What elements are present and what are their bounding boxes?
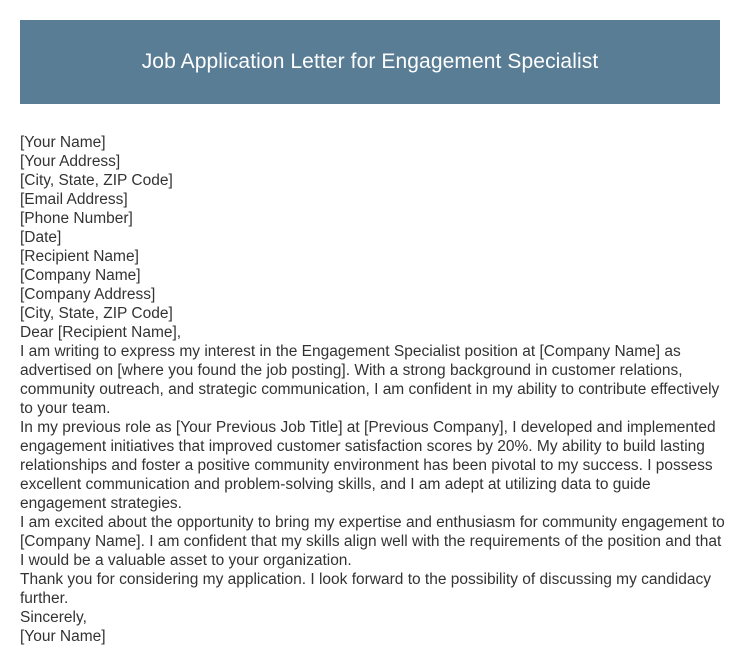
sender-address: [Your Address] xyxy=(20,153,121,170)
letter-date: [Date] xyxy=(20,229,62,246)
letter-body xyxy=(20,133,725,646)
paragraph-enthusiasm: I am excited about the opportunity to bring my expertise and enthusiasm for community engagement to [Company Name]. I am confident that my skills align well with the requirements of the position and that I would be a valuable asset to your organization. xyxy=(20,514,725,569)
sender-phone: [Phone Number] xyxy=(20,210,133,227)
sender-city-state-zip: [City, State, ZIP Code] xyxy=(20,172,173,189)
sender-name: [Your Name] xyxy=(20,134,106,151)
salutation: Dear [Recipient Name], xyxy=(20,324,182,341)
signature: [Your Name] xyxy=(20,628,106,645)
paragraph-thanks: Thank you for considering my application. I look forward to the possibility of discussing my candidacy further. xyxy=(20,571,711,607)
recipient-name: [Recipient Name] xyxy=(20,248,139,265)
paragraph-intro: I am writing to express my interest in the Engagement Specialist position at [Company Name] as advertised on [where you found the job posting]. With a strong background in customer relations, community outreach, and strategic communication, I am confident in my ability to contribute effectively to your team. xyxy=(20,343,720,417)
company-name: [Company Name] xyxy=(20,267,141,284)
page-title: Job Application Letter for Engagement Specialist xyxy=(141,50,599,73)
paragraph-experience: In my previous role as [Your Previous Job Title] at [Previous Company], I developed and implemented engagement initiatives that improved customer satisfaction scores by 20%. My ability to build lasting relationships and foster a positive community environment has been pivotal to my success. I possess excellent communication and problem-solving skills, and I am adept at utilizing data to guide engagement strategies. xyxy=(20,419,716,512)
closing: Sincerely, xyxy=(20,609,87,626)
title-banner xyxy=(20,20,720,104)
company-address: [Company Address] xyxy=(20,286,156,303)
sender-email: [Email Address] xyxy=(20,191,128,208)
company-city-state-zip: [City, State, ZIP Code] xyxy=(20,305,173,322)
